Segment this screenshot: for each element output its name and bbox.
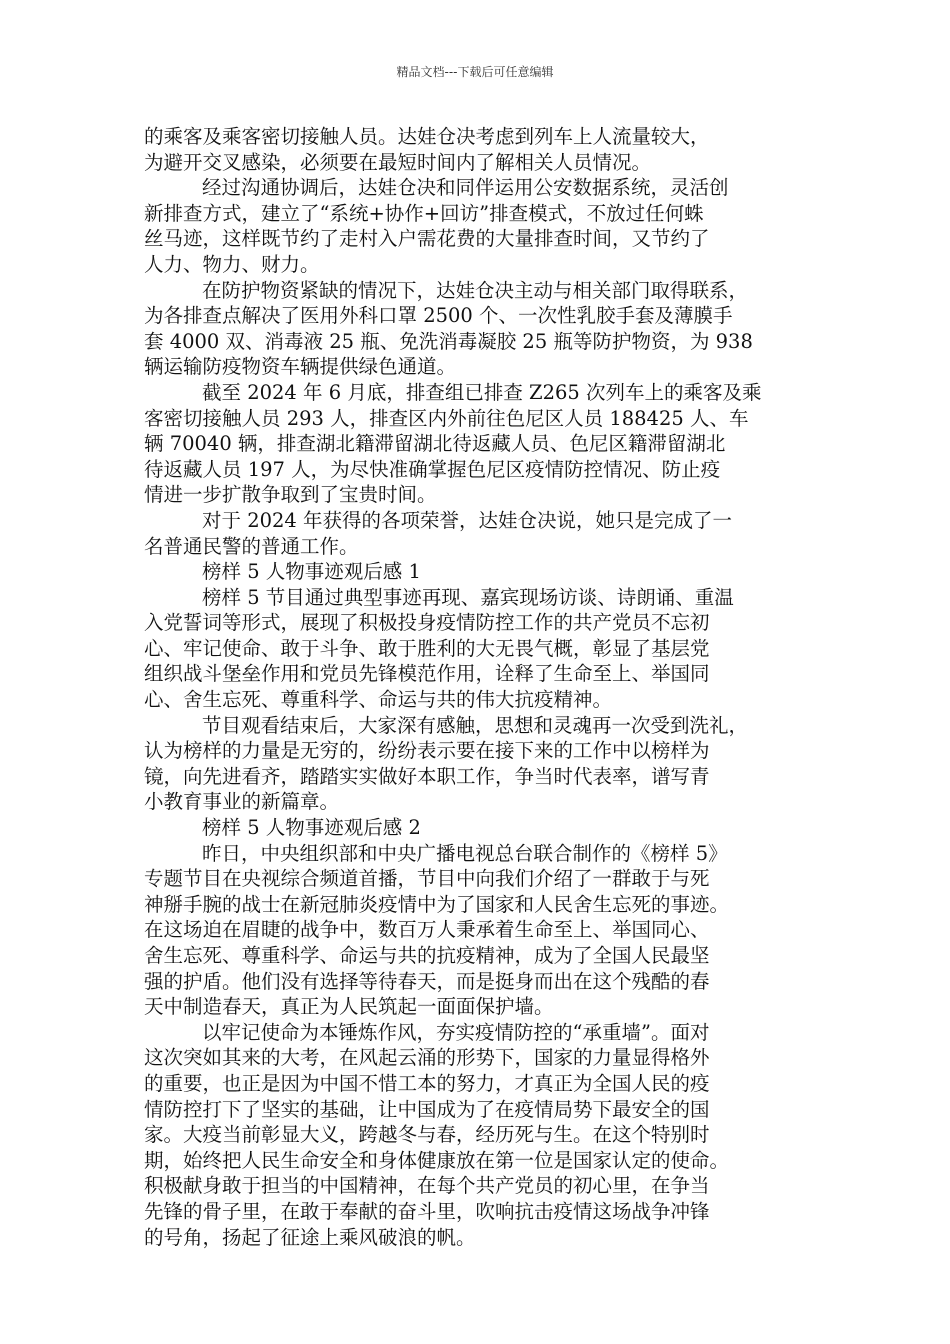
- text-line: 天中制造春天，真正为人民筑起一面面保护墙。: [144, 995, 554, 1019]
- text-line: 心、舍生忘死、尊重科学、命运与共的伟大抗疫精神。: [144, 688, 613, 712]
- text-line: 昨日，中央组织部和中央广播电视总台联合制作的《榜样 5》: [202, 841, 728, 865]
- text-line: 客密切接触人员 293 人，排查区内外前往色尼区人员 188425 人、车: [144, 406, 749, 430]
- text-line: 神掰手腕的战士在新冠肺炎疫情中为了国家和人民舍生忘死的事迹。: [144, 892, 730, 916]
- text-line: 心、牢记使命、敢于斗争、敢于胜利的大无畏气概，彰显了基层党: [144, 636, 710, 660]
- text-line: 榜样 5 节目通过典型事迹再现、嘉宾现场访谈、诗朗诵、重温: [202, 585, 734, 609]
- document-body: [144, 124, 810, 1250]
- text-line: 的乘客及乘客密切接触人员。达娃仓决考虑到列车上人流量较大，: [144, 125, 710, 148]
- text-line: 期，始终把人民生命安全和身体健康放在第一位是国家认定的使命。: [144, 1148, 730, 1172]
- text-line: 人力、物力、财力。: [144, 252, 320, 276]
- text-line: 情进一步扩散争取到了宝贵时间。: [144, 483, 437, 507]
- page-header: 精品文档---下载后可任意编辑: [396, 65, 554, 79]
- text-line: 为各排查点解决了医用外科口罩 2500 个、一次性乳胶手套及薄膜手: [144, 304, 733, 328]
- text-line: 小教育事业的新篇章。: [144, 790, 340, 814]
- text-line: 节目观看结束后，大家深有感触，思想和灵魂再一次受到洗礼，: [202, 713, 749, 737]
- text-line: 的号角，扬起了征途上乘风破浪的帆。: [144, 1225, 476, 1249]
- text-line: 辆 70040 辆，排查湖北籍滞留湖北待返藏人员、色尼区籍滞留湖北: [144, 432, 726, 456]
- text-line: 以牢记使命为本锤炼作风，夯实疫情防控的“承重墙”。面对: [202, 1020, 710, 1044]
- text-line: 待返藏人员 197 人，为尽快准确掌握色尼区疫情防控情况、防止疫: [144, 457, 721, 481]
- text-line: 入党誓词等形式，展现了积极投身疫情防控工作的共产党员不忘初: [144, 611, 710, 635]
- text-line: 名普通民警的普通工作。: [144, 534, 359, 558]
- text-line: 家。大疫当前彰显大义，跨越冬与春，经历死与生。在这个特别时: [144, 1123, 710, 1147]
- text-line: 新排查方式，建立了“系统+协作+回访”排查模式，不放过任何蛛: [144, 201, 704, 225]
- text-line: 积极献身敢于担当的中国精神，在每个共产党员的初心里，在争当: [144, 1174, 710, 1198]
- text-line: 辆运输防疫物资车辆提供绿色通道。: [144, 355, 457, 379]
- text-line: 组织战斗堡垒作用和党员先锋模范作用，诠释了生命至上、举国同: [144, 662, 710, 686]
- text-line: 认为榜样的力量是无穷的，纷纷表示要在接下来的工作中以榜样为: [144, 739, 710, 763]
- text-line: 对于 2024 年获得的各项荣誉，达娃仓决说，她只是完成了一: [202, 508, 733, 532]
- text-line: 的重要，也正是因为中国不惜工本的努力，才真正为全国人民的疫: [144, 1071, 710, 1095]
- text-line: 经过沟通协调后，达娃仓决和同伴运用公安数据系统，灵活创: [202, 176, 729, 200]
- text-line: 强的护盾。他们没有选择等待春天，而是挺身而出在这个残酷的春: [144, 969, 710, 993]
- text-line: 舍生忘死、尊重科学、命运与共的抗疫精神，成为了全国人民最坚: [144, 944, 710, 967]
- text-line: 榜样 5 人物事迹观后感 1: [202, 560, 421, 584]
- text-line: 先锋的骨子里，在敢于奉献的奋斗里，吹响抗击疫情这场战争冲锋: [144, 1199, 710, 1223]
- text-line: 为避开交叉感染，必须要在最短时间内了解相关人员情况。: [144, 150, 652, 174]
- text-line: 专题节目在央视综合频道首播，节目中向我们介绍了一群敢于与死: [144, 867, 710, 891]
- text-line: 截至 2024 年 6 月底，排查组已排查 Z265 次列车上的乘客及乘: [202, 380, 762, 404]
- text-line: 这次突如其来的大考，在风起云涌的形势下，国家的力量显得格外: [144, 1046, 710, 1070]
- text-line: 镜，向先进看齐，踏踏实实做好本职工作，争当时代表率，谱写青: [144, 764, 710, 788]
- text-line: 丝马迹，这样既节约了走村入户需花费的大量排查时间，又节约了: [144, 227, 710, 251]
- text-line: 在这场迫在眉睫的战争中，数百万人秉承着生命至上、举国同心、: [144, 918, 710, 942]
- text-line: 套 4000 双、消毒液 25 瓶、免洗消毒凝胶 25 瓶等防护物资，为 938: [144, 329, 753, 353]
- text-line: 在防护物资紧缺的情况下，达娃仓决主动与相关部门取得联系，: [202, 278, 749, 302]
- text-line: 榜样 5 人物事迹观后感 2: [202, 816, 421, 840]
- text-line: 情防控打下了坚实的基础，让中国成为了在疫情局势下最安全的国: [144, 1097, 710, 1121]
